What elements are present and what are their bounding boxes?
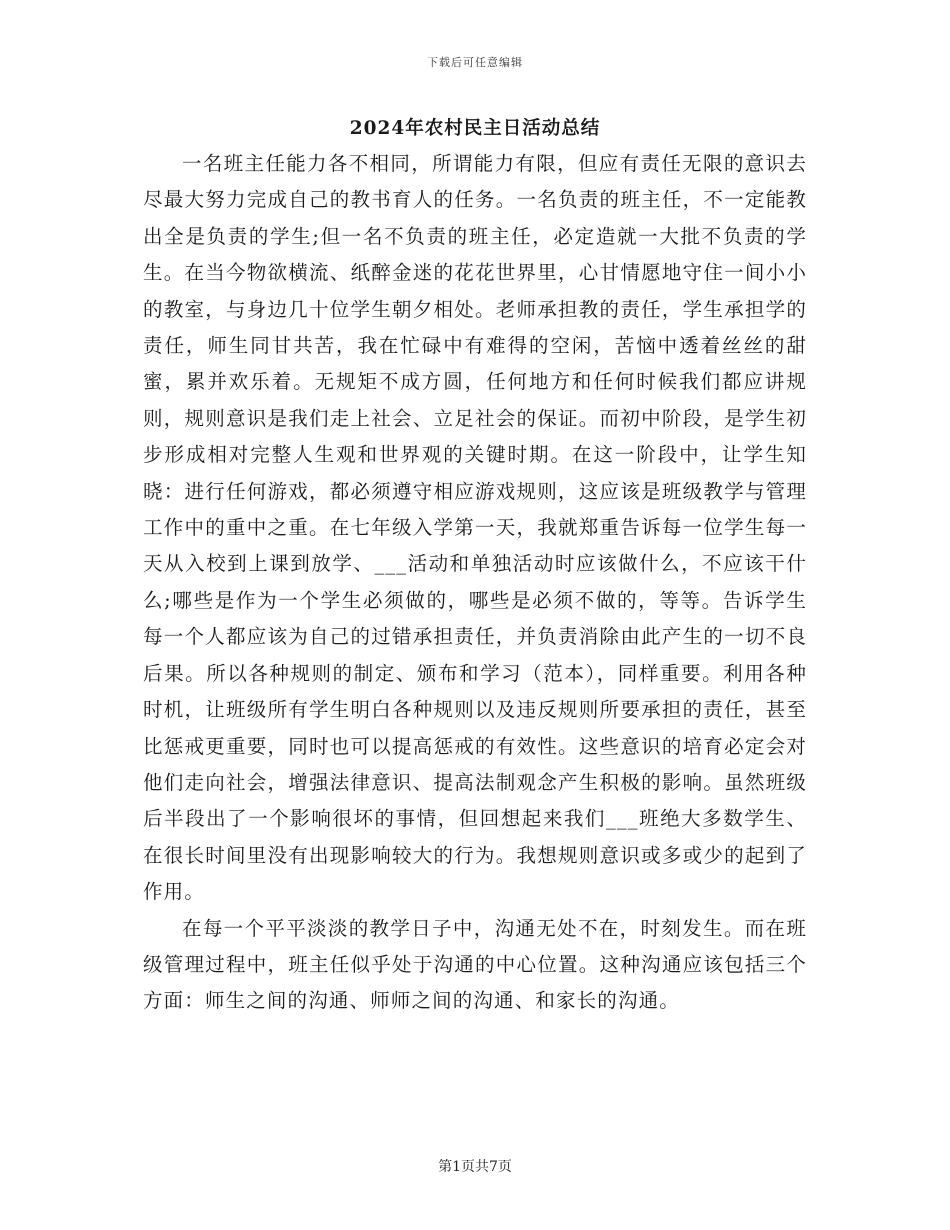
- page-number: 第1页共7页: [438, 1159, 512, 1175]
- page-header-note: 下载后可任意编辑: [427, 56, 523, 69]
- paragraph-2: 在每一个平平淡淡的教学日子中，沟通无处不在，时刻发生。而在班级管理过程中，班主任似乎处于沟通的中心位置。这种沟通应该包括三个方面：师生之间的沟通、师师之间的沟通、和家长的沟通。: [143, 916, 807, 1013]
- document-title: 2024年农村民主日活动总结: [349, 118, 601, 139]
- paragraph-1: 一名班主任能力各不相同，所谓能力有限，但应有责任无限的意识去尽最大努力完成自己的教书育人的任务。一名负责的班主任，不一定能教出全是负责的学生;但一名不负责的班主任，必定造就一大批不负责的学生。在当今物欲横流、纸醉金迷的花花世界里，心甘情愿地守住一间小小的教室，与身边几十位学生朝夕相处。老师承担教的责任，学生承担学的责任，师生同甘共苦，我在忙碌中有难得的空闲，苦恼中透着丝丝的甜蜜，累并欢乐着。无规矩不成方圆，任何地方和任何时候我们都应讲规则，规则意识是我们走上社会、立足社会的保证。而初中阶段，是学生初步形成相对完整人生观和世界观的关键时期。在这一阶段中，让学生知晓：进行任何游戏，都必须遵守相应游戏规则，这应该是班级教学与管理工作中的重中之重。在七年级入学第一天，我就郑重告诉每一位学生每一天从入校到上课到放学、___活动和单独活动时应该做什么，不应该干什么;哪些是作为一个学生必须做的，哪些是必须不做的，等等。告诉学生每一个人都应该为自己的过错承担责任，并负责消除由此产生的一切不良后果。所以各种规则的制定、颁布和学习（范本），同样重要。利用各种时机，让班级所有学生明白各种规则以及违反规则所要承担的责任，甚至比惩戒更重要，同时也可以提高惩戒的有效性。这些意识的培育必定会对他们走向社会，增强法律意识、提高法制观念产生积极的影响。虽然班级后半段出了一个影响很坏的事情，但回想起来我们___班绝大多数学生、在很长时间里没有出现影响较大的行为。我想规则意识或多或少的起到了作用。: [143, 152, 807, 904]
- document-body: [143, 146, 807, 1020]
